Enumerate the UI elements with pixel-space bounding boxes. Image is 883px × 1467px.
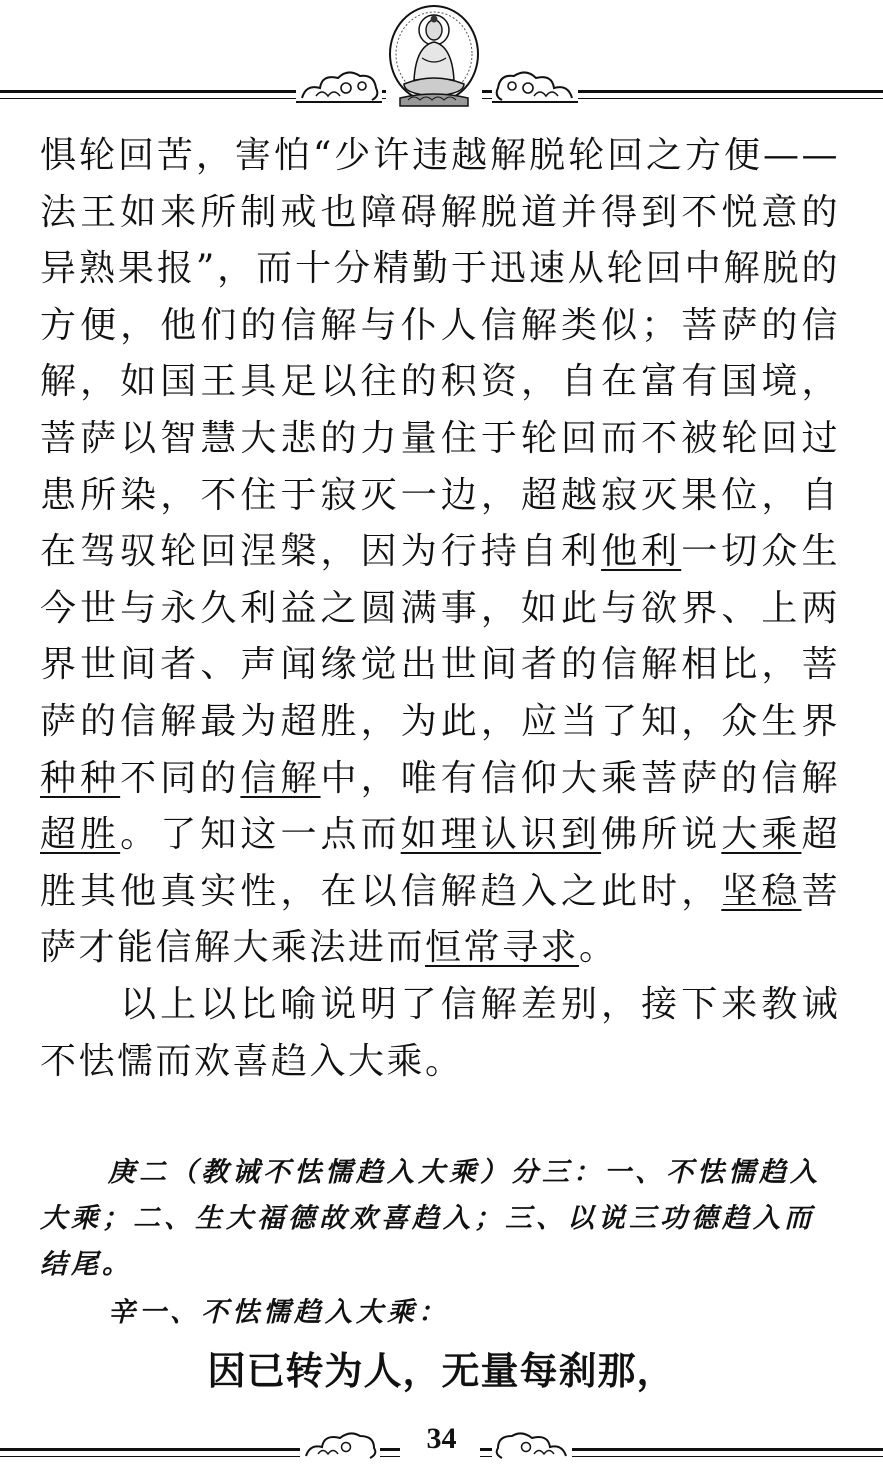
underlined-term: 大乘 — [721, 814, 802, 856]
underlined-term: 超胜 — [40, 814, 121, 856]
text-segment: 佛所说 — [601, 814, 722, 856]
cloud-ornament-icon — [492, 66, 578, 106]
underlined-term: 坚稳 — [721, 870, 802, 912]
text-segment: 惧轮回苦，害怕“少许违越解脱轮回之方便——法王如来所制戒也障碍解脱道并得到不悦意的异熟果报”，而十分精勤于迅速从轮回中解脱的方便，他们的信解与仆人信解类似；菩萨的信解，如国王具足以往的积资，自在富有国境，菩萨以智慧大悲的力量住于轮回而不被轮回过患所染，不住于寂灭一边，超越寂灭果位，自在驾驭轮回涅槃，因为行持自利 — [40, 135, 840, 573]
page-number: 34 — [426, 1422, 457, 1455]
text-segment: 中，唯有信仰大乘菩萨的信解 — [320, 757, 840, 799]
underlined-term: 如理认识到 — [400, 814, 602, 856]
outline-heading-geng: 庚二（教诫不怯懦趋入大乘）分三：一、不怯懦趋入大乘；二、生大福德故欢喜趋入；三、以说三功德趋入而结尾。 — [40, 1157, 821, 1280]
verse-line: 因已转为人，无量每刹那， — [207, 1349, 676, 1393]
text-segment: 一切众生今世与永久利益之圆满事，如此与欲界、上两界世间者、声闻缘觉出世间者的信解相比，菩萨的信解最为超胜，为此，应当了知，众生界 — [40, 531, 840, 742]
text-segment: 。 — [579, 927, 618, 969]
underlined-term: 恒常寻求 — [425, 927, 580, 969]
text-segment: 不同的 — [120, 757, 241, 799]
underlined-term: 信解 — [240, 757, 321, 799]
underlined-term: 他利 — [601, 531, 682, 573]
buddha-figure-icon — [386, 2, 482, 108]
text-segment: 超胜其他真实性，在以信解趋入之此时， — [40, 814, 840, 912]
paragraph-2: 以上以比喻说明了信解差别，接下来教诫不怯懦而欢喜趋入大乘。 — [40, 983, 840, 1082]
text-segment: 。了知这一点而 — [120, 814, 401, 856]
cloud-ornament-icon — [296, 66, 382, 106]
main-body-text — [40, 128, 840, 1090]
underlined-term: 种种 — [40, 757, 121, 799]
paragraph-1 — [40, 128, 840, 977]
outline-heading-xin: 辛一、不怯懦趋入大乘： — [108, 1297, 449, 1328]
text-segment: 菩萨才能信解大乘法进而 — [40, 870, 840, 969]
